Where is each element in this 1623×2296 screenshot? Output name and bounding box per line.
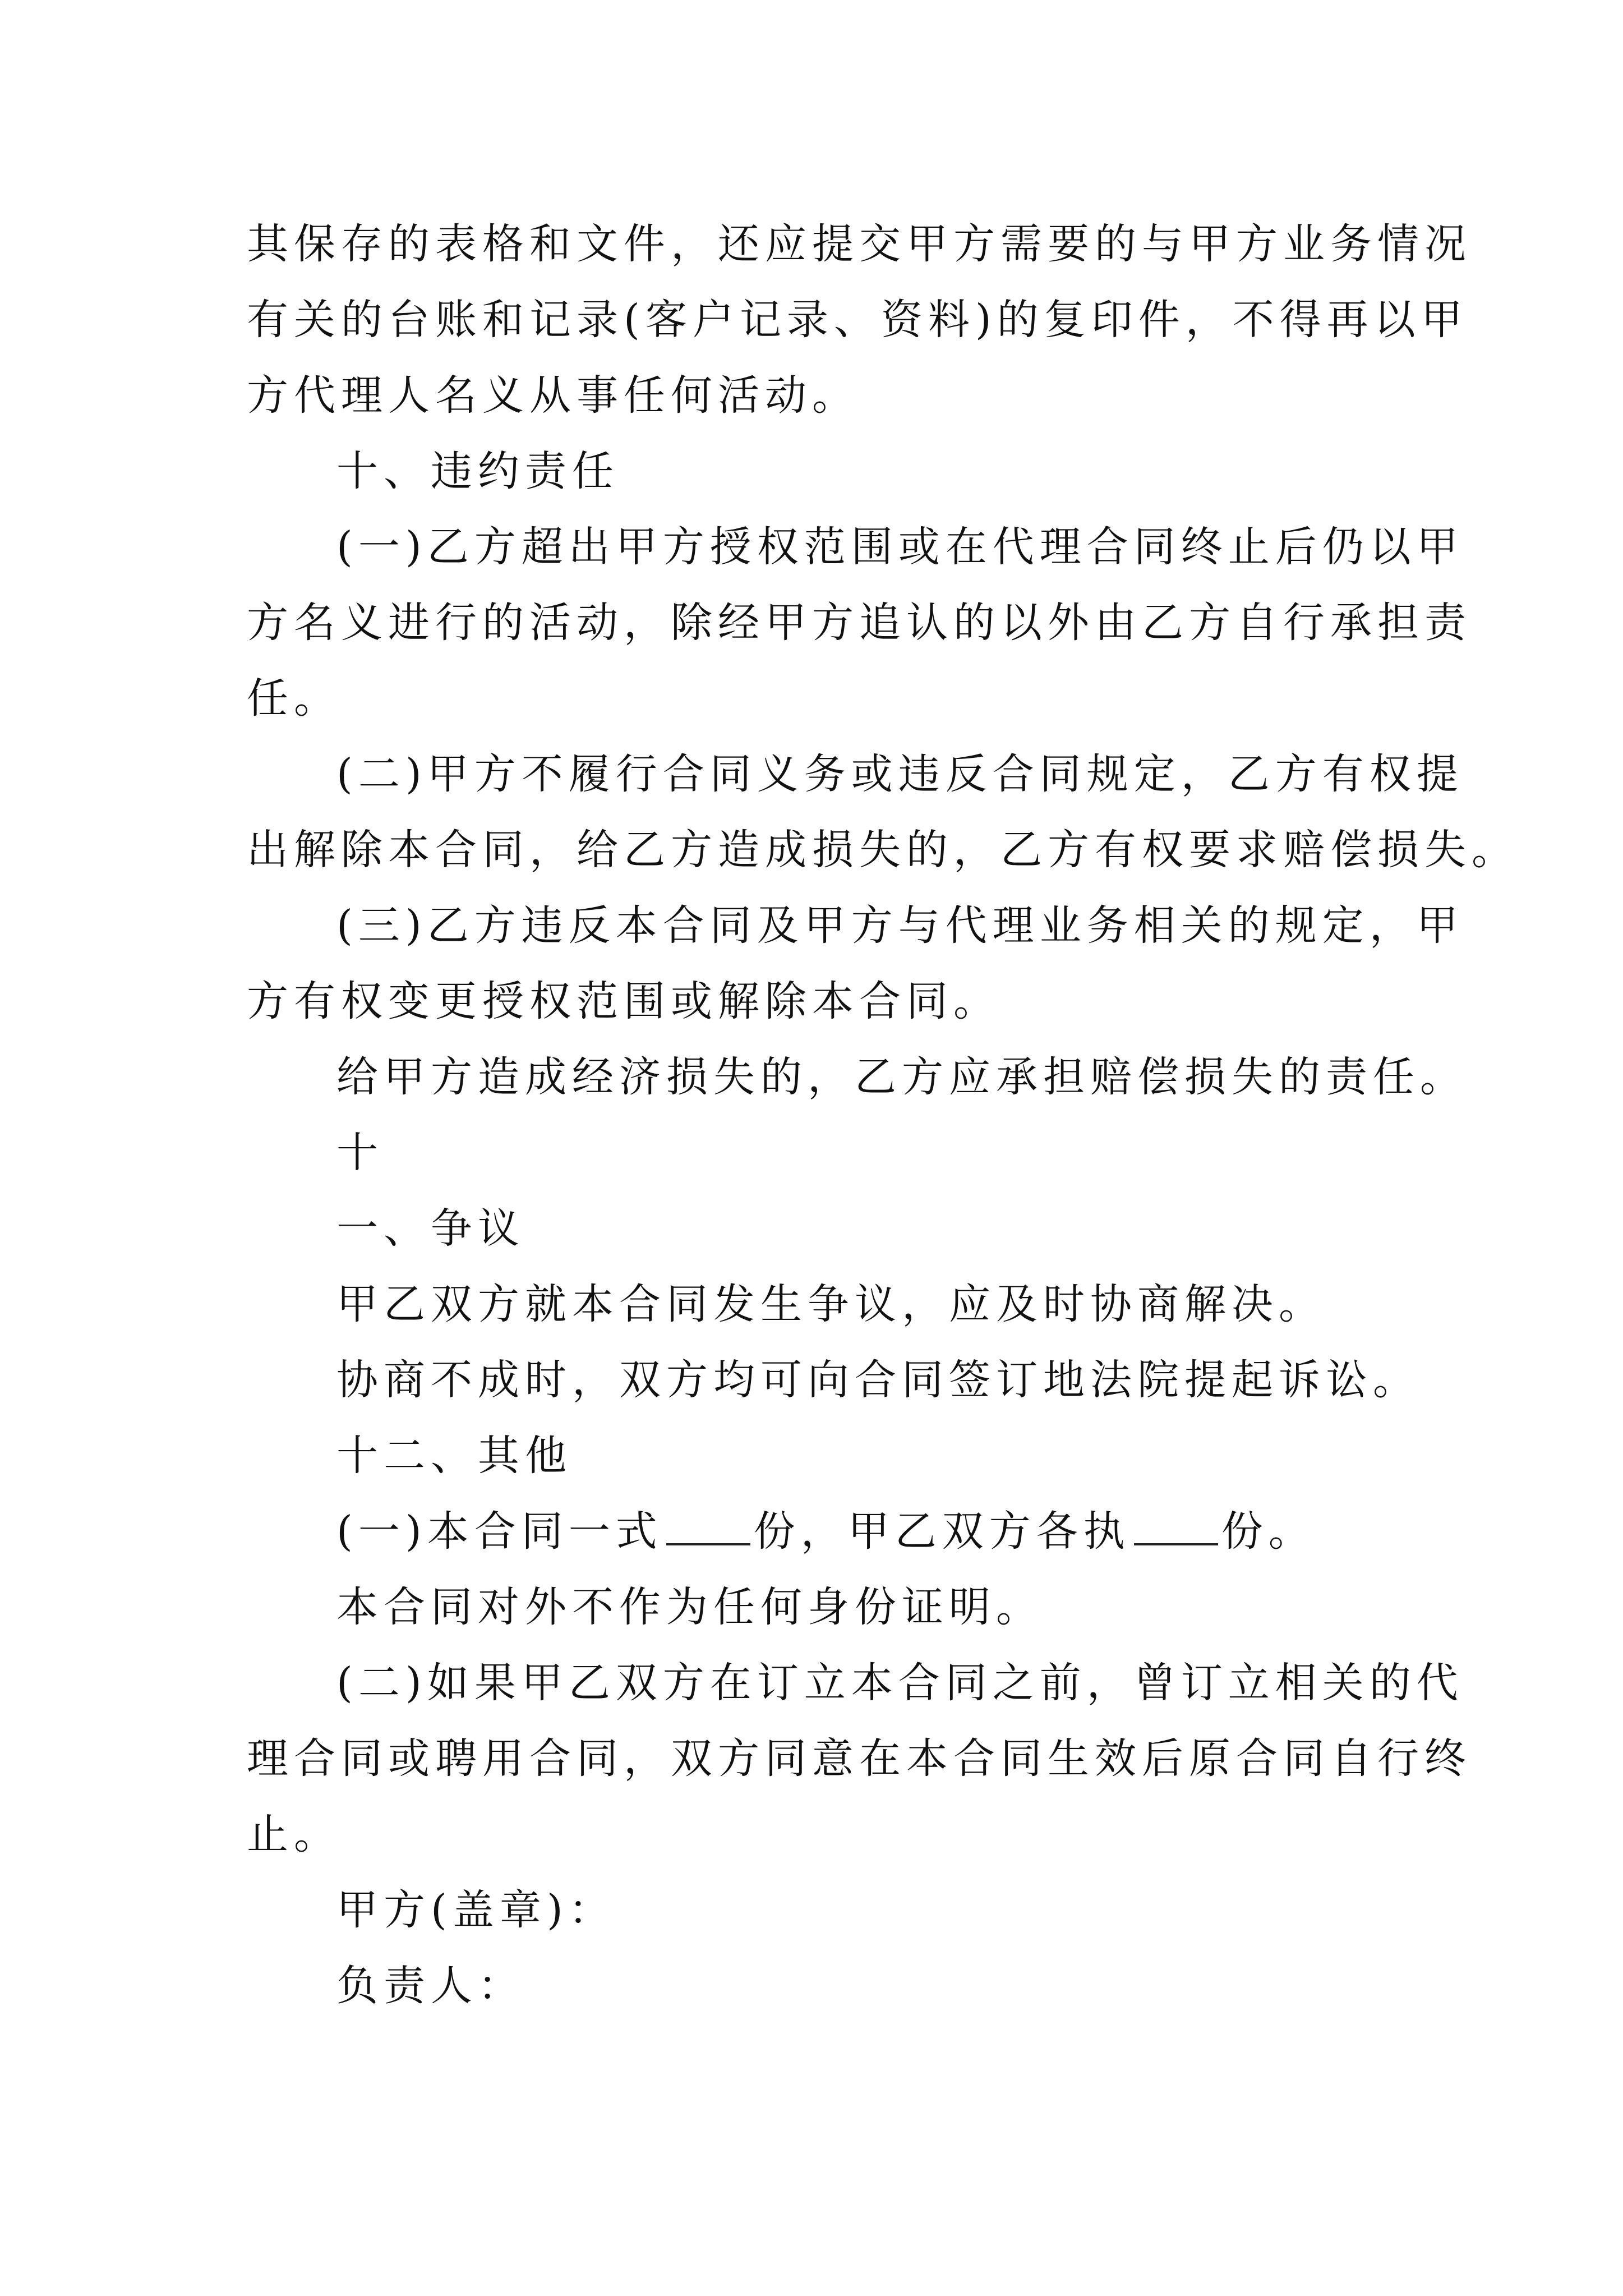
responsible-person-label: 负责人：	[336, 1962, 525, 2010]
clause-text-line: 方名义进行的活动，除经甲方追认的以外由乙方自行承担责	[247, 599, 1472, 647]
clause-text-line: 出解除本合同，给乙方造成损失的，乙方有权要求赔偿损失。	[247, 826, 1519, 874]
clause-text-line: 本合同对外不作为任何身份证明。	[336, 1583, 1043, 1631]
section-heading-part: 十	[336, 1129, 384, 1177]
copies-clause-text-2: 份，甲乙双方各执	[753, 1507, 1131, 1556]
body-text-line: 方代理人名义从事任何活动。	[247, 371, 859, 420]
copies-clause-text-3: 份。	[1221, 1507, 1316, 1556]
clause-text-line: (二)如果甲乙双方在订立本合同之前，曾订立相关的代	[336, 1659, 1464, 1707]
clause-text-line: 方有权变更授权范围或解除本合同。	[247, 977, 1000, 1025]
section-heading: 一、争议	[336, 1204, 525, 1253]
clause-text-line: 任。	[247, 674, 341, 723]
clause-text-line: 协商不成时，双方均可向合同签订地法院提起诉讼。	[336, 1356, 1420, 1404]
clause-text-line: 理合同或聘用合同，双方同意在本合同生效后原合同自行终	[247, 1734, 1472, 1783]
clause-text-line: 止。	[247, 1810, 341, 1858]
section-heading: 十二、其他	[336, 1432, 572, 1480]
party-a-seal-label: 甲方(盖章)：	[336, 1886, 616, 1934]
copies-clause-line	[336, 1501, 1316, 1562]
body-text-line: 有关的台账和记录(客户记录、资料)的复印件，不得再以甲	[247, 296, 1468, 344]
clause-text-line: 甲乙双方就本合同发生争议，应及时协商解决。	[336, 1280, 1326, 1328]
blank-copies-total	[666, 1504, 750, 1545]
copies-clause-text-1: (一)本合同一式	[336, 1507, 663, 1556]
clause-text-line: (三)乙方违反本合同及甲方与代理业务相关的规定，甲	[336, 901, 1464, 950]
section-heading: 十、违约责任	[336, 447, 619, 495]
clause-text-line: (一)乙方超出甲方授权范围或在代理合同终止后仍以甲	[336, 523, 1464, 571]
body-text-line: 其保存的表格和文件，还应提交甲方需要的与甲方业务情况	[247, 220, 1472, 268]
blank-copies-each	[1134, 1504, 1218, 1545]
clause-text-line: 给甲方造成经济损失的，乙方应承担赔偿损失的责任。	[336, 1053, 1467, 1101]
clause-text-line: (二)甲方不履行合同义务或违反合同规定，乙方有权提	[336, 750, 1464, 798]
